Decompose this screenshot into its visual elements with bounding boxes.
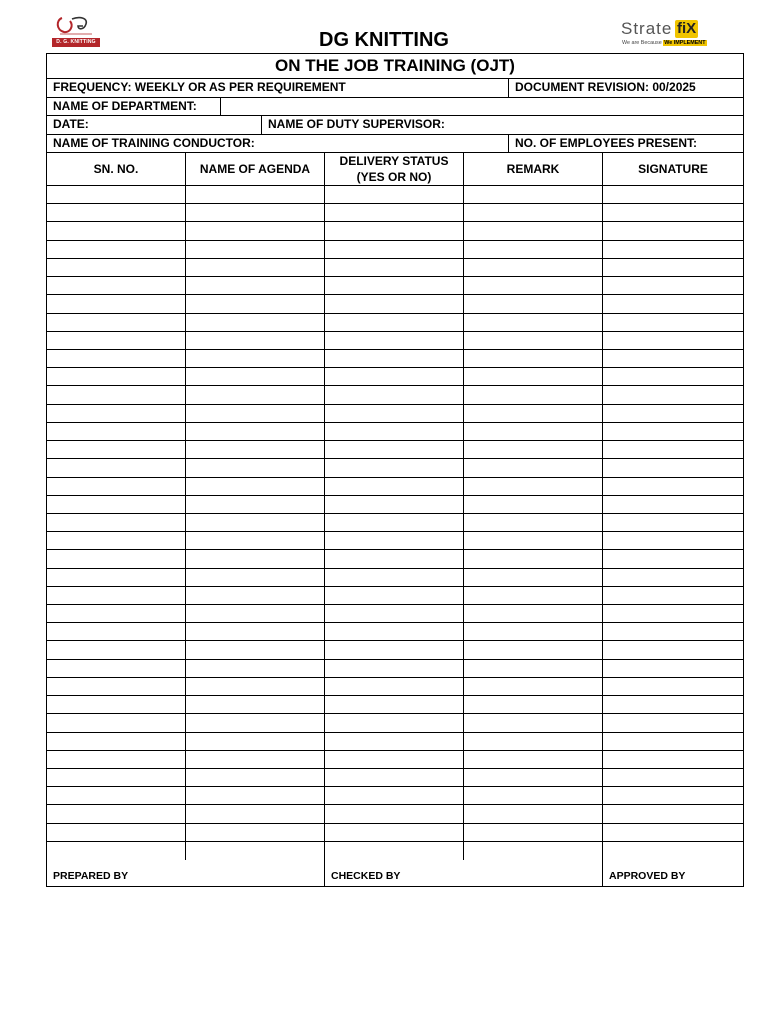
- table-row: [47, 714, 743, 732]
- ojt-form-table: [46, 53, 744, 887]
- doc-revision: DOCUMENT REVISION: 00/2025: [515, 80, 696, 94]
- table-cell[interactable]: [325, 259, 464, 276]
- table-cell[interactable]: [603, 241, 743, 258]
- table-cell[interactable]: [603, 660, 743, 677]
- table-row: [47, 514, 743, 532]
- table-cell[interactable]: [603, 714, 743, 731]
- table-cell[interactable]: [603, 405, 743, 422]
- table-cell[interactable]: [325, 696, 464, 713]
- table-header-row: [47, 153, 743, 186]
- table-cell[interactable]: [325, 441, 464, 458]
- table-cell[interactable]: [464, 496, 603, 513]
- logo-word: Strate: [621, 19, 673, 38]
- table-cell[interactable]: [47, 660, 186, 677]
- table-row: [47, 314, 743, 332]
- table-cell[interactable]: [464, 824, 603, 841]
- tagline-highlight: We IMPLEMENT: [664, 40, 706, 46]
- table-cell[interactable]: [325, 605, 464, 622]
- table-cell[interactable]: [186, 441, 325, 458]
- table-cell[interactable]: [603, 514, 743, 531]
- table-cell[interactable]: [464, 295, 603, 312]
- table-cell[interactable]: [603, 222, 743, 239]
- table-cell[interactable]: [603, 350, 743, 367]
- table-cell[interactable]: [464, 714, 603, 731]
- table-cell[interactable]: [325, 641, 464, 658]
- table-cell[interactable]: [186, 222, 325, 239]
- table-cell[interactable]: [47, 259, 186, 276]
- table-cell[interactable]: [186, 605, 325, 622]
- table-cell[interactable]: [186, 423, 325, 440]
- table-cell[interactable]: [603, 295, 743, 312]
- table-cell[interactable]: [186, 842, 325, 860]
- table-cell[interactable]: [603, 842, 743, 860]
- table-cell[interactable]: [603, 259, 743, 276]
- table-row: [47, 459, 743, 477]
- table-cell[interactable]: [603, 204, 743, 221]
- table-cell[interactable]: [464, 641, 603, 658]
- table-cell[interactable]: [464, 386, 603, 403]
- table-row: [47, 696, 743, 714]
- table-cell[interactable]: [47, 605, 186, 622]
- table-cell[interactable]: [325, 842, 464, 860]
- table-cell[interactable]: [186, 332, 325, 349]
- table-cell[interactable]: [464, 332, 603, 349]
- table-cell[interactable]: [464, 787, 603, 804]
- logo-fix: fiX: [677, 20, 697, 37]
- table-cell[interactable]: [325, 824, 464, 841]
- table-body: [47, 186, 743, 860]
- prepared-by-label: PREPARED BY: [47, 860, 325, 886]
- column-header: SN. NO.: [47, 153, 186, 185]
- table-cell[interactable]: [325, 550, 464, 567]
- table-cell[interactable]: [325, 714, 464, 731]
- table-cell[interactable]: [47, 204, 186, 221]
- department-field[interactable]: [221, 98, 743, 116]
- table-cell[interactable]: [325, 459, 464, 476]
- table-row: [47, 259, 743, 277]
- table-cell[interactable]: [325, 332, 464, 349]
- table-cell[interactable]: [47, 733, 186, 750]
- supervisor-label: NAME OF DUTY SUPERVISOR:: [268, 117, 445, 131]
- table-cell[interactable]: [603, 787, 743, 804]
- table-cell[interactable]: [325, 787, 464, 804]
- table-row: [47, 587, 743, 605]
- table-cell[interactable]: [325, 405, 464, 422]
- table-cell[interactable]: [464, 277, 603, 294]
- table-cell[interactable]: [325, 532, 464, 549]
- table-cell[interactable]: [186, 824, 325, 841]
- table-cell[interactable]: [603, 277, 743, 294]
- table-cell[interactable]: [186, 532, 325, 549]
- table-cell[interactable]: [464, 204, 603, 221]
- table-cell[interactable]: [603, 824, 743, 841]
- table-row: [47, 678, 743, 696]
- table-row: [47, 550, 743, 568]
- table-cell[interactable]: [464, 751, 603, 768]
- table-cell[interactable]: [603, 368, 743, 385]
- table-cell[interactable]: [603, 805, 743, 822]
- table-cell[interactable]: [464, 259, 603, 276]
- table-cell[interactable]: [464, 514, 603, 531]
- table-cell[interactable]: [464, 478, 603, 495]
- info-row-department: [47, 98, 743, 117]
- table-row: [47, 332, 743, 350]
- table-cell[interactable]: [325, 295, 464, 312]
- table-cell[interactable]: [186, 478, 325, 495]
- table-cell[interactable]: [186, 514, 325, 531]
- table-cell[interactable]: [603, 587, 743, 604]
- table-row: [47, 186, 743, 204]
- table-cell[interactable]: [186, 259, 325, 276]
- table-cell[interactable]: [47, 623, 186, 640]
- table-cell[interactable]: [325, 623, 464, 640]
- table-row: [47, 277, 743, 295]
- table-row: [47, 623, 743, 641]
- logo-plate: D. G. KNITTING: [52, 38, 100, 47]
- table-cell[interactable]: [47, 678, 186, 695]
- table-row: [47, 660, 743, 678]
- table-cell[interactable]: [325, 569, 464, 586]
- table-cell[interactable]: [186, 587, 325, 604]
- table-cell[interactable]: [186, 350, 325, 367]
- logo-tagline: [622, 40, 707, 47]
- table-cell[interactable]: [325, 222, 464, 239]
- table-cell[interactable]: [603, 423, 743, 440]
- table-cell[interactable]: [464, 623, 603, 640]
- table-cell[interactable]: [47, 824, 186, 841]
- table-cell[interactable]: [325, 660, 464, 677]
- info-row-frequency: [47, 79, 743, 98]
- table-row: [47, 751, 743, 769]
- table-cell[interactable]: [186, 277, 325, 294]
- table-cell[interactable]: [325, 769, 464, 786]
- table-row: [47, 405, 743, 423]
- table-cell[interactable]: [186, 751, 325, 768]
- approved-by-label: APPROVED BY: [609, 870, 686, 883]
- table-cell[interactable]: [325, 368, 464, 385]
- table-cell[interactable]: [325, 241, 464, 258]
- table-cell[interactable]: [47, 550, 186, 567]
- table-cell[interactable]: [603, 641, 743, 658]
- table-cell[interactable]: [186, 641, 325, 658]
- table-cell[interactable]: [186, 696, 325, 713]
- table-cell[interactable]: [325, 678, 464, 695]
- table-row: [47, 204, 743, 222]
- table-cell[interactable]: [464, 186, 603, 203]
- frequency-label: FREQUENCY: WEEKLY OR AS PER REQUIREMENT: [47, 79, 509, 97]
- form-title-row: [47, 54, 743, 79]
- table-cell[interactable]: [186, 550, 325, 567]
- table-cell[interactable]: [464, 569, 603, 586]
- table-cell[interactable]: [325, 386, 464, 403]
- table-cell[interactable]: [47, 696, 186, 713]
- form-title: ON THE JOB TRAINING (OJT): [275, 56, 515, 75]
- table-cell[interactable]: [186, 241, 325, 258]
- info-row-date: [47, 116, 743, 135]
- checked-by-label: CHECKED BY: [325, 860, 603, 886]
- table-cell[interactable]: [603, 550, 743, 567]
- table-cell[interactable]: [325, 314, 464, 331]
- table-cell[interactable]: [47, 459, 186, 476]
- table-cell[interactable]: [603, 186, 743, 203]
- department-label: NAME OF DEPARTMENT:: [47, 98, 221, 116]
- table-cell[interactable]: [186, 295, 325, 312]
- table-cell[interactable]: [47, 569, 186, 586]
- table-cell[interactable]: [464, 350, 603, 367]
- table-cell[interactable]: [603, 569, 743, 586]
- table-cell[interactable]: [325, 478, 464, 495]
- table-cell[interactable]: [47, 478, 186, 495]
- table-cell[interactable]: [47, 332, 186, 349]
- table-cell[interactable]: [464, 733, 603, 750]
- table-cell[interactable]: [464, 222, 603, 239]
- table-cell[interactable]: [603, 769, 743, 786]
- table-cell[interactable]: [603, 751, 743, 768]
- table-row: [47, 222, 743, 240]
- table-cell[interactable]: [186, 569, 325, 586]
- conductor-label: NAME OF TRAINING CONDUCTOR:: [47, 135, 509, 153]
- table-cell[interactable]: [186, 805, 325, 822]
- date-label: DATE:: [47, 116, 262, 134]
- table-cell[interactable]: [464, 660, 603, 677]
- table-cell[interactable]: [603, 386, 743, 403]
- table-cell[interactable]: [47, 751, 186, 768]
- table-cell[interactable]: [186, 368, 325, 385]
- table-cell[interactable]: [603, 623, 743, 640]
- table-cell[interactable]: [186, 186, 325, 203]
- table-row: [47, 241, 743, 259]
- table-cell[interactable]: [325, 277, 464, 294]
- table-cell[interactable]: [464, 678, 603, 695]
- table-cell[interactable]: [47, 842, 186, 860]
- table-cell[interactable]: [464, 805, 603, 822]
- table-cell[interactable]: [186, 678, 325, 695]
- table-cell[interactable]: [47, 314, 186, 331]
- table-row: [47, 423, 743, 441]
- table-cell[interactable]: [325, 186, 464, 203]
- table-row: [47, 824, 743, 842]
- table-cell[interactable]: [186, 459, 325, 476]
- table-cell[interactable]: [186, 386, 325, 403]
- table-cell[interactable]: [47, 714, 186, 731]
- column-header: DELIVERY STATUS (YES OR NO): [325, 153, 464, 185]
- table-cell[interactable]: [464, 441, 603, 458]
- table-cell[interactable]: [47, 641, 186, 658]
- table-cell[interactable]: [603, 441, 743, 458]
- table-cell[interactable]: [603, 478, 743, 495]
- table-cell[interactable]: [186, 769, 325, 786]
- table-cell[interactable]: [47, 368, 186, 385]
- table-cell[interactable]: [464, 532, 603, 549]
- table-cell[interactable]: [325, 204, 464, 221]
- table-cell[interactable]: [464, 459, 603, 476]
- table-cell[interactable]: [186, 714, 325, 731]
- table-cell[interactable]: [603, 696, 743, 713]
- table-cell[interactable]: [47, 787, 186, 804]
- table-cell[interactable]: [603, 605, 743, 622]
- table-row: [47, 350, 743, 368]
- table-cell[interactable]: [464, 769, 603, 786]
- table-cell[interactable]: [186, 204, 325, 221]
- table-cell[interactable]: [186, 787, 325, 804]
- table-row: [47, 842, 743, 860]
- employees-label: NO. OF EMPLOYEES PRESENT:: [515, 135, 698, 150]
- table-cell[interactable]: [47, 295, 186, 312]
- table-cell[interactable]: [186, 623, 325, 640]
- table-cell[interactable]: [47, 405, 186, 422]
- table-cell[interactable]: [464, 842, 603, 860]
- table-cell[interactable]: [464, 696, 603, 713]
- table-cell[interactable]: [47, 805, 186, 822]
- table-cell[interactable]: [47, 532, 186, 549]
- table-row: [47, 386, 743, 404]
- stratefix-logo: [621, 19, 721, 51]
- column-header: REMARK: [464, 153, 603, 185]
- signature-row: [47, 860, 743, 886]
- table-cell[interactable]: [603, 678, 743, 695]
- table-cell[interactable]: [47, 587, 186, 604]
- table-row: [47, 532, 743, 550]
- table-cell[interactable]: [47, 350, 186, 367]
- table-cell[interactable]: [47, 423, 186, 440]
- table-cell[interactable]: [603, 496, 743, 513]
- table-cell[interactable]: [47, 222, 186, 239]
- table-cell[interactable]: [186, 660, 325, 677]
- table-cell[interactable]: [464, 605, 603, 622]
- table-row: [47, 805, 743, 823]
- table-cell[interactable]: [603, 332, 743, 349]
- table-cell[interactable]: [603, 459, 743, 476]
- table-cell[interactable]: [186, 496, 325, 513]
- table-cell[interactable]: [325, 496, 464, 513]
- table-cell[interactable]: [47, 514, 186, 531]
- table-row: [47, 769, 743, 787]
- table-cell[interactable]: [603, 733, 743, 750]
- table-row: [47, 733, 743, 751]
- table-cell[interactable]: [464, 405, 603, 422]
- table-row: [47, 295, 743, 313]
- table-row: [47, 605, 743, 623]
- table-cell[interactable]: [47, 186, 186, 203]
- table-cell[interactable]: [603, 532, 743, 549]
- table-cell[interactable]: [186, 314, 325, 331]
- table-row: [47, 478, 743, 496]
- table-cell[interactable]: [464, 550, 603, 567]
- table-cell[interactable]: [325, 350, 464, 367]
- table-cell[interactable]: [47, 277, 186, 294]
- company-name: DG KNITTING: [319, 29, 449, 51]
- table-cell[interactable]: [603, 314, 743, 331]
- table-cell[interactable]: [325, 805, 464, 822]
- table-cell[interactable]: [464, 314, 603, 331]
- table-cell[interactable]: [464, 368, 603, 385]
- info-row-conductor: [47, 135, 743, 154]
- tagline-prefix: We are Because: [622, 40, 662, 46]
- table-cell[interactable]: [325, 751, 464, 768]
- table-cell[interactable]: [325, 733, 464, 750]
- table-cell[interactable]: [325, 587, 464, 604]
- table-row: [47, 641, 743, 659]
- table-cell[interactable]: [464, 241, 603, 258]
- table-cell[interactable]: [464, 423, 603, 440]
- table-cell[interactable]: [47, 441, 186, 458]
- table-row: [47, 368, 743, 386]
- table-row: [47, 569, 743, 587]
- table-cell[interactable]: [186, 733, 325, 750]
- table-row: [47, 787, 743, 805]
- table-cell[interactable]: [325, 423, 464, 440]
- column-header: NAME OF AGENDA: [186, 153, 325, 185]
- table-row: [47, 496, 743, 514]
- table-cell[interactable]: [47, 496, 186, 513]
- table-cell[interactable]: [464, 587, 603, 604]
- table-cell[interactable]: [325, 514, 464, 531]
- table-cell[interactable]: [186, 405, 325, 422]
- table-row: [47, 441, 743, 459]
- table-cell[interactable]: [47, 769, 186, 786]
- column-header: SIGNATURE: [638, 162, 708, 176]
- table-cell[interactable]: [47, 241, 186, 258]
- table-cell[interactable]: [47, 386, 186, 403]
